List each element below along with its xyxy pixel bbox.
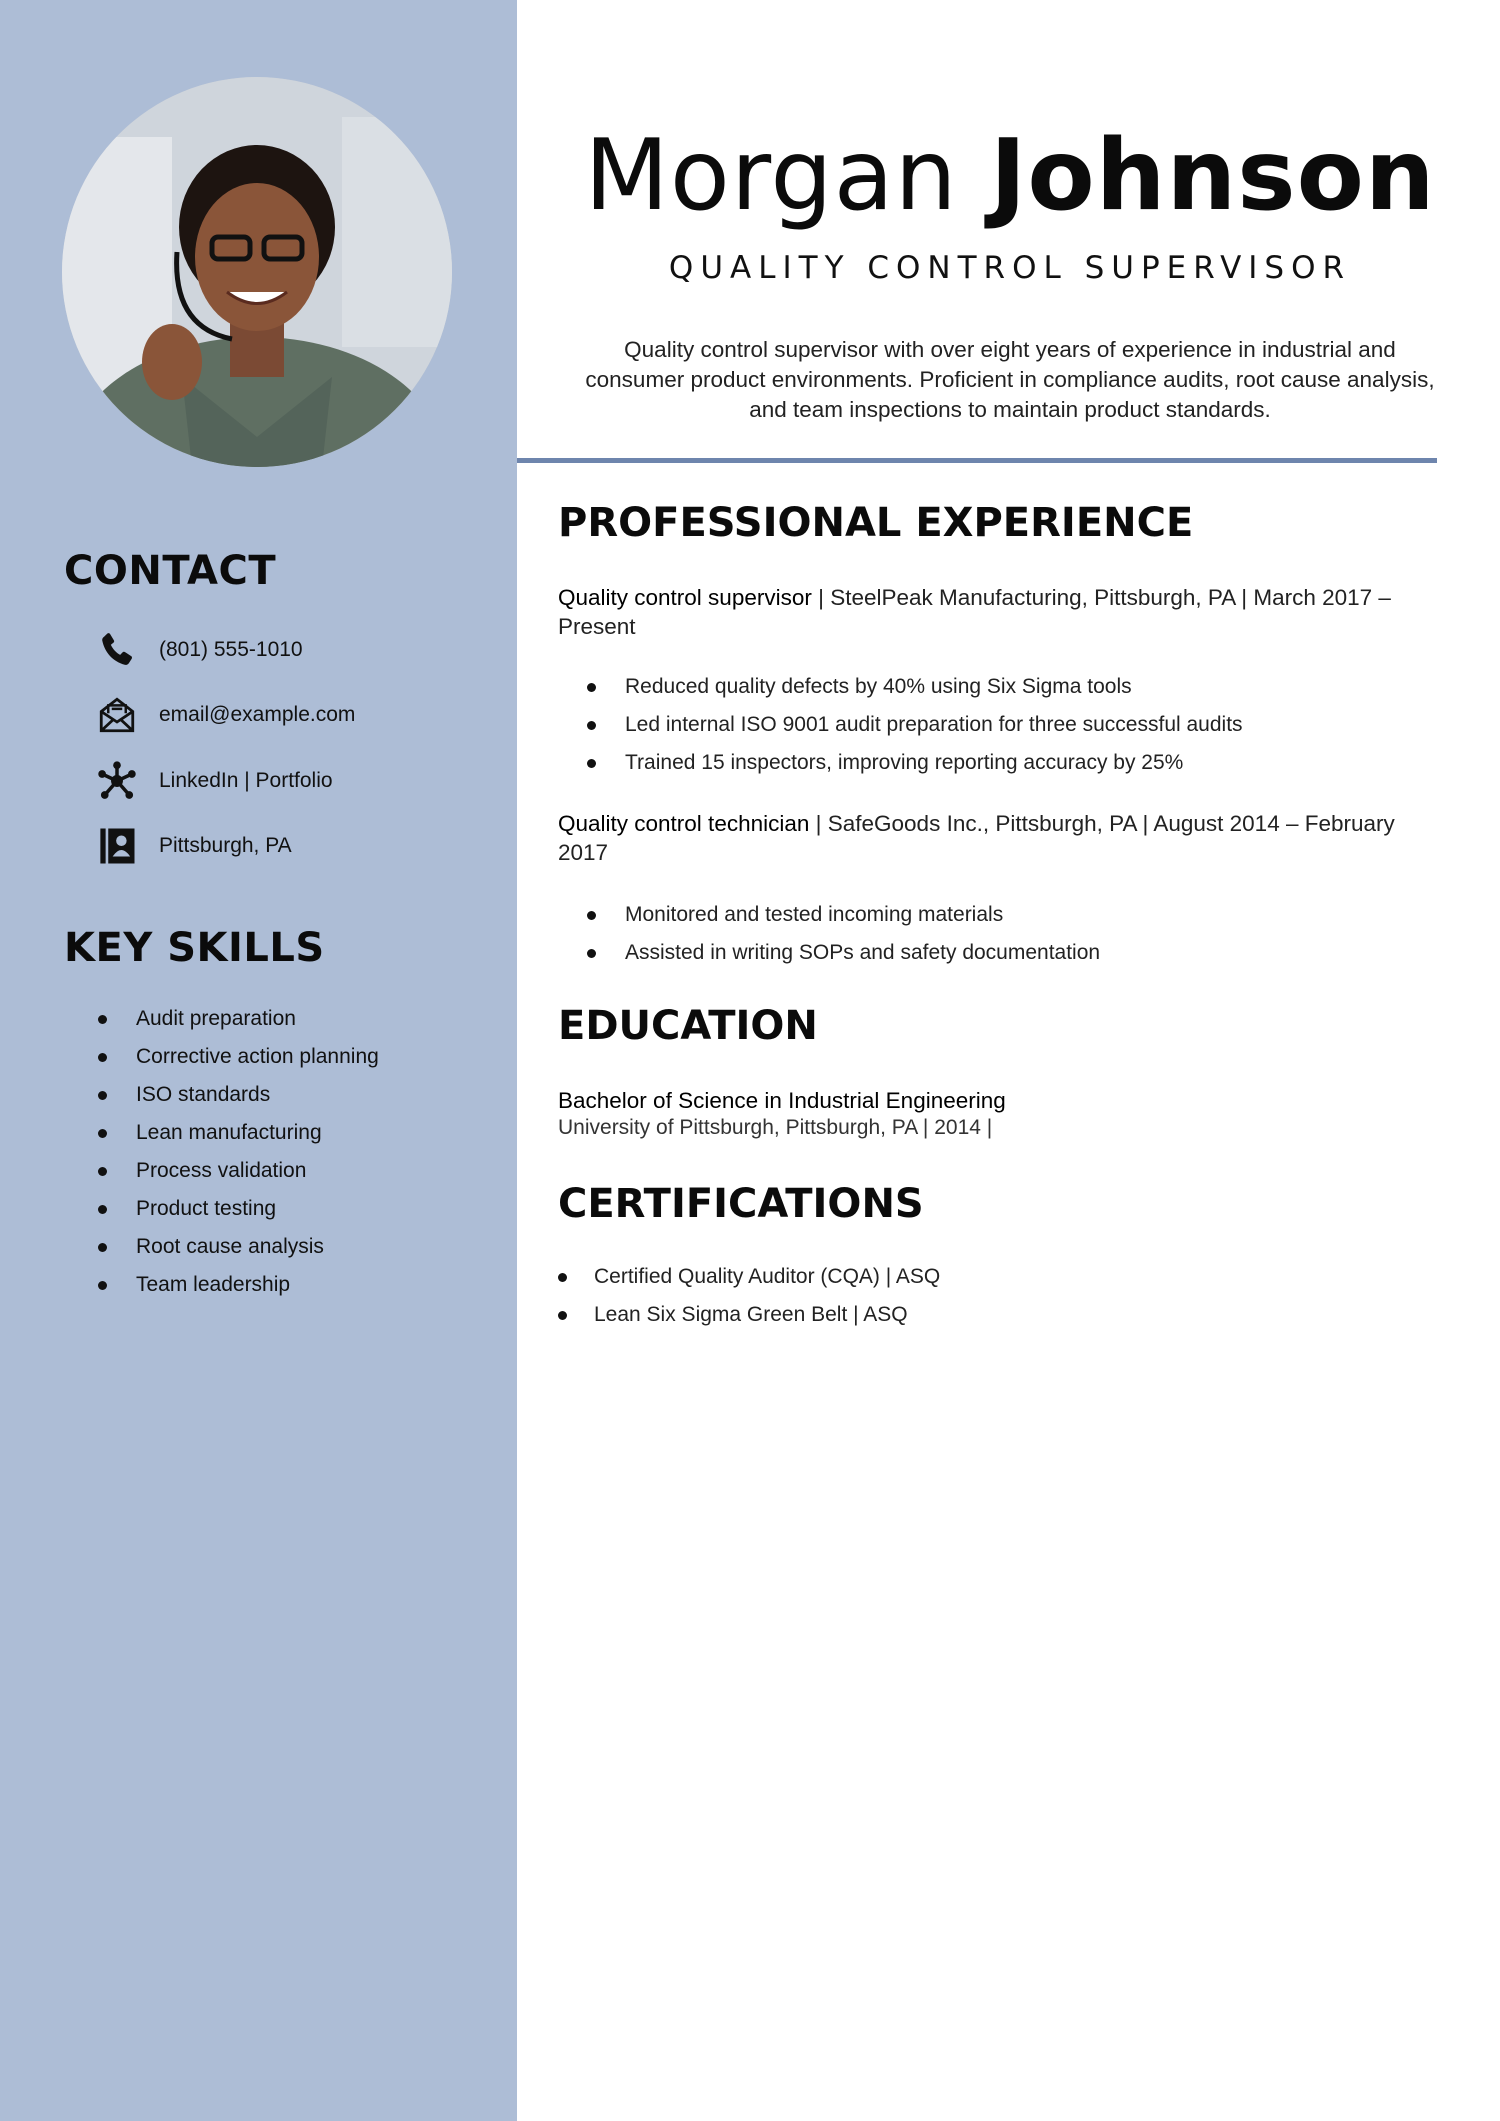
envelope-icon xyxy=(95,693,139,737)
job-1-details: | SteelPeak Manufacturing, Pittsburgh, PA | March 2017 – Present xyxy=(558,585,1391,639)
education-degree: Bachelor of Science in Industrial Engineering xyxy=(558,1088,1006,1113)
contact-links xyxy=(95,757,333,805)
skill-item: Root cause analysis xyxy=(96,1228,379,1266)
education-school: University of Pittsburgh, Pittsburgh, PA | 2014 | xyxy=(558,1116,993,1139)
job-2-role: Quality control technician xyxy=(558,811,810,836)
contact-location-text: Pittsburgh, PA xyxy=(159,834,292,857)
job-title: QUALITY CONTROL SUPERVISOR xyxy=(668,250,1352,286)
address-book-icon xyxy=(95,824,139,868)
certifications-list xyxy=(556,1258,940,1334)
skills-heading: KEY SKILLS xyxy=(64,925,325,971)
summary: Quality control supervisor with over eight years of experience in industrial and consumer product environments. Proficient in compliance audits, root cause analysis, and team inspections to maintain product standards. xyxy=(585,337,1435,422)
skill-item: Corrective action planning xyxy=(96,1038,379,1076)
job-2-details: | SafeGoods Inc., Pittsburgh, PA | August 2014 – February 2017 xyxy=(558,811,1395,865)
skill-item: Product testing xyxy=(96,1190,379,1228)
job-bullet: Led internal ISO 9001 audit preparation for three successful audits xyxy=(585,706,1243,744)
job-bullet: Reduced quality defects by 40% using Six Sigma tools xyxy=(585,668,1243,706)
contact-heading: CONTACT xyxy=(64,548,277,594)
skill-item: Lean manufacturing xyxy=(96,1114,379,1152)
certification-item: Lean Six Sigma Green Belt | ASQ xyxy=(556,1296,940,1334)
contact-email-text: email@example.com xyxy=(159,703,356,726)
contact-phone xyxy=(95,626,303,674)
contact-links-text: LinkedIn | Portfolio xyxy=(159,769,333,792)
header-divider xyxy=(517,458,1437,463)
candidate-name xyxy=(520,116,1500,236)
job-2-bullets xyxy=(585,896,1100,972)
job-1-role: Quality control supervisor xyxy=(558,585,812,610)
contact-location xyxy=(95,822,292,870)
contact-phone-text: (801) 555-1010 xyxy=(159,638,303,661)
skill-item: Process validation xyxy=(96,1152,379,1190)
skill-item: Team leadership xyxy=(96,1266,379,1304)
last-name: Johnson xyxy=(989,119,1436,233)
job-bullet: Assisted in writing SOPs and safety documentation xyxy=(585,934,1100,972)
certification-item: Certified Quality Auditor (CQA) | ASQ xyxy=(556,1258,940,1296)
network-icon xyxy=(95,759,139,803)
job-2-header xyxy=(558,809,1418,867)
certifications-heading: CERTIFICATIONS xyxy=(558,1181,924,1227)
profile-photo-illustration xyxy=(62,77,452,467)
profile-photo xyxy=(62,77,452,467)
contact-email xyxy=(95,691,355,739)
skills-list xyxy=(96,1000,379,1304)
skill-item: Audit preparation xyxy=(96,1000,379,1038)
education-heading: EDUCATION xyxy=(558,1003,818,1049)
job-bullet: Monitored and tested incoming materials xyxy=(585,896,1100,934)
job-1-bullets xyxy=(585,668,1243,782)
phone-icon xyxy=(95,628,139,672)
job-1-header xyxy=(558,583,1418,641)
first-name: Morgan xyxy=(584,119,958,233)
job-bullet: Trained 15 inspectors, improving reporting accuracy by 25% xyxy=(585,744,1243,782)
skill-item: ISO standards xyxy=(96,1076,379,1114)
experience-heading: PROFESSIONAL EXPERIENCE xyxy=(558,500,1194,546)
sidebar xyxy=(0,0,517,2121)
